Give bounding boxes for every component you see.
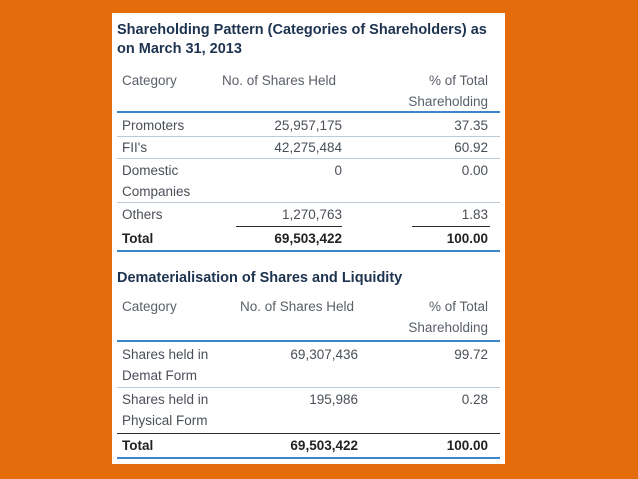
table-row-shares: 42,275,484 <box>274 140 342 155</box>
shareholding-title: Shareholding Pattern (Categories of Shareholders) as on March 31, 2013 <box>117 22 487 57</box>
table-row-category: FII's <box>122 140 148 155</box>
total-shares: 69,503,422 <box>274 231 342 246</box>
subtotal-rule <box>236 226 342 227</box>
table-row-pct: 0.28 <box>461 392 488 407</box>
table-row-category: Shares held in Demat Form <box>122 347 209 383</box>
demat-col-shares: No. of Shares Held <box>240 299 355 314</box>
header-rule <box>117 340 500 342</box>
table-row-category: Others <box>122 207 163 222</box>
row-divider <box>117 202 500 203</box>
table-row-shares: 0 <box>334 163 342 178</box>
table-row-shares: 195,986 <box>309 392 358 407</box>
shareholding-col-pct: % of Total Shareholding <box>408 73 488 109</box>
table-row-pct: 1.83 <box>461 207 488 222</box>
table-row-shares: 69,307,436 <box>290 347 358 362</box>
table-row-pct: 60.92 <box>454 140 488 155</box>
table-row-pct: 0.00 <box>461 163 488 178</box>
total-label: Total <box>122 231 154 246</box>
shareholding-card <box>112 13 505 464</box>
total-label: Total <box>122 438 154 453</box>
table-row-shares: 25,957,175 <box>274 118 342 133</box>
subtotal-rule <box>117 433 500 434</box>
table-row-pct: 37.35 <box>454 118 488 133</box>
total-pct: 100.00 <box>446 438 488 453</box>
row-divider <box>117 158 500 159</box>
total-pct: 100.00 <box>446 231 488 246</box>
row-divider <box>117 387 500 388</box>
table-row-category: Domestic Companies <box>122 163 191 199</box>
table-row-shares: 1,270,763 <box>281 207 342 222</box>
shareholding-col-shares: No. of Shares Held <box>222 73 337 88</box>
table-row-pct: 99.72 <box>454 347 488 362</box>
footer-rule <box>117 250 500 252</box>
demat-title: Dematerialisation of Shares and Liquidity <box>117 270 403 286</box>
header-rule <box>117 111 500 113</box>
subtotal-rule <box>412 226 490 227</box>
footer-rule <box>117 457 500 459</box>
total-shares: 69,503,422 <box>290 438 358 453</box>
demat-col-pct: % of Total Shareholding <box>408 299 488 335</box>
demat-col-category: Category <box>122 299 177 314</box>
table-row-category: Shares held in Physical Form <box>122 392 209 428</box>
table-row-category: Promoters <box>122 118 185 133</box>
shareholding-col-category: Category <box>122 73 177 88</box>
